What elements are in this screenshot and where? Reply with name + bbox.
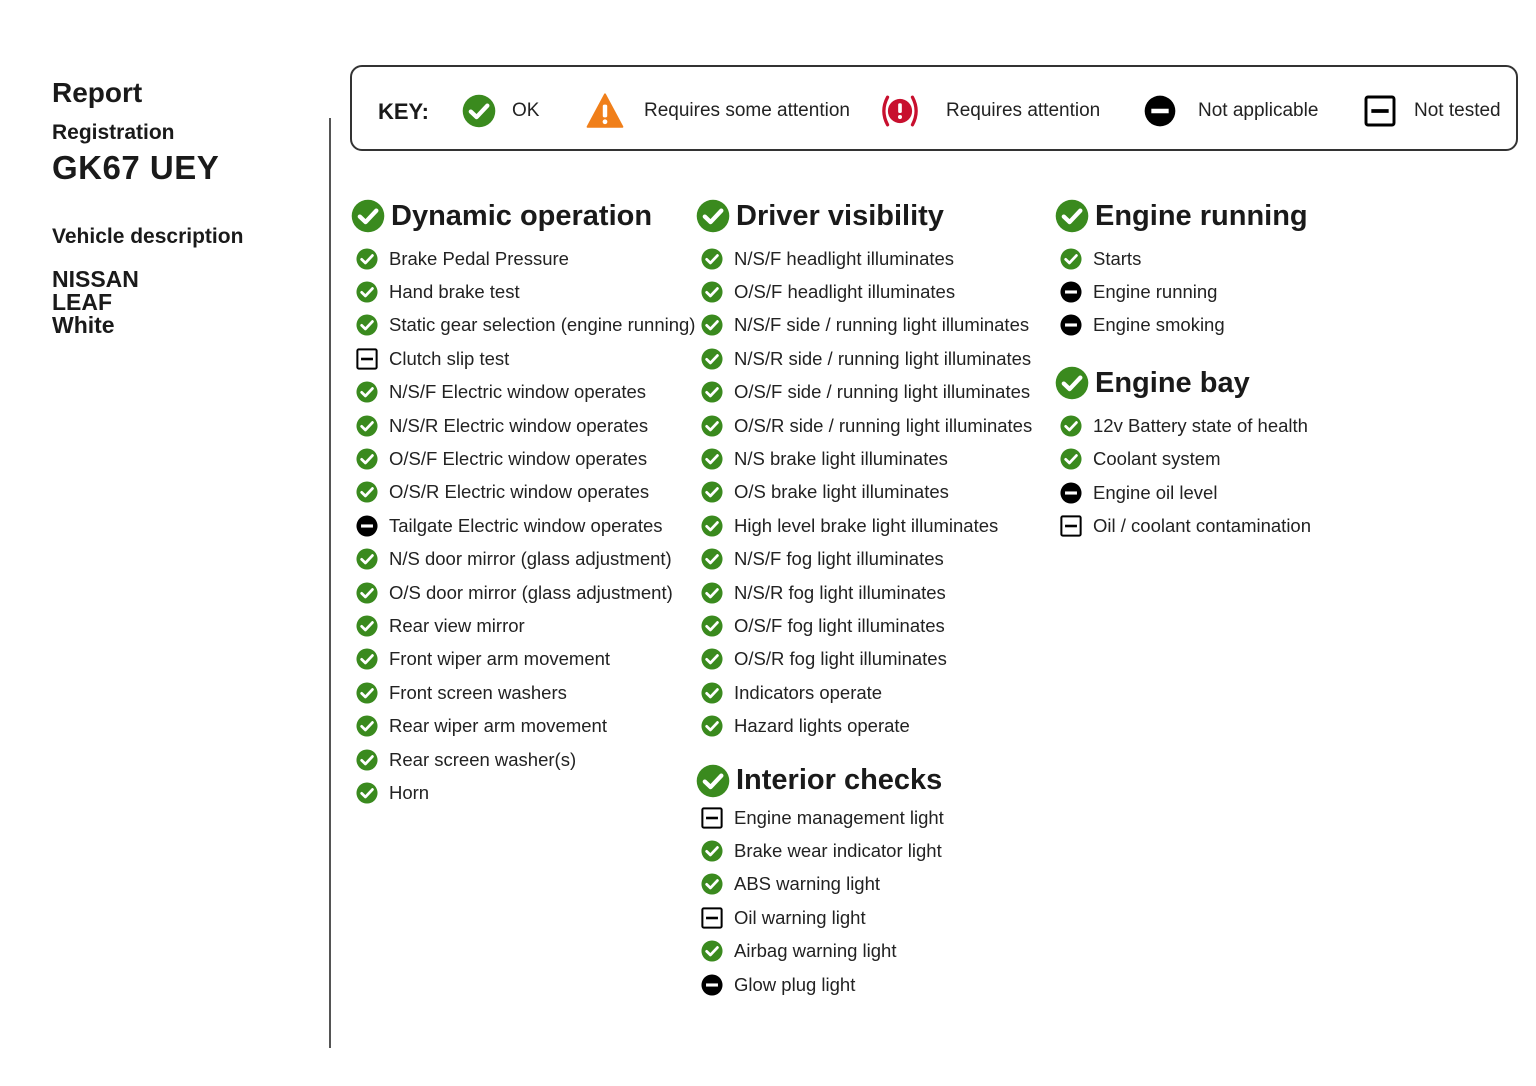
check-circle-icon xyxy=(356,314,378,336)
check-item-label: Clutch slip test xyxy=(389,347,510,369)
key-item-not-tested xyxy=(1364,93,1501,129)
check-item-label: Engine management light xyxy=(734,806,944,828)
check-circle-icon xyxy=(701,615,723,637)
check-item xyxy=(696,309,1032,342)
check-circle-icon xyxy=(701,481,723,503)
check-circle-icon xyxy=(1060,248,1082,270)
check-item-label: O/S/F Electric window operates xyxy=(389,448,648,470)
minus-circle-icon xyxy=(1144,95,1176,127)
check-item-label: O/S/F side / running light illuminates xyxy=(734,381,1031,403)
check-item-label: Front wiper arm movement xyxy=(389,648,611,670)
check-item-label: Rear screen washer(s) xyxy=(389,748,577,770)
check-item xyxy=(351,242,695,275)
check-item-label: Rear wiper arm movement xyxy=(389,715,607,737)
check-circle-icon xyxy=(701,648,723,670)
section-title: Interior checks xyxy=(736,764,943,797)
section-driver-visibility xyxy=(696,196,1032,743)
check-circle-icon xyxy=(1060,448,1082,470)
check-item-label: N/S/R Electric window operates xyxy=(389,414,649,436)
check-item-label: Engine smoking xyxy=(1093,314,1225,336)
key-label: KEY: xyxy=(378,99,429,124)
check-item-label: N/S/R side / running light illuminates xyxy=(734,347,1032,369)
vehicle-description xyxy=(52,268,312,337)
key-item-label: Requires attention xyxy=(946,100,1101,121)
check-circle-icon xyxy=(356,749,378,771)
check-circle-icon xyxy=(701,682,723,704)
check-circle-icon xyxy=(701,281,723,303)
check-item xyxy=(696,676,1032,709)
check-item xyxy=(696,275,1032,308)
check-circle-icon xyxy=(462,94,496,128)
report-title: Report xyxy=(52,77,143,108)
check-item xyxy=(351,509,695,542)
minus-square-icon xyxy=(1364,95,1396,127)
check-circle-icon xyxy=(701,415,723,437)
check-item xyxy=(351,743,695,776)
check-item-label: Starts xyxy=(1093,247,1142,269)
check-list xyxy=(1055,242,1311,342)
check-item-label: Oil warning light xyxy=(734,906,866,928)
check-circle-icon xyxy=(701,840,723,862)
check-item-label: N/S brake light illuminates xyxy=(734,448,948,470)
check-circle-icon xyxy=(356,782,378,804)
section-title: Dynamic operation xyxy=(391,199,653,232)
check-circle-icon xyxy=(356,248,378,270)
check-item-label: O/S/F fog light illuminates xyxy=(734,614,945,636)
check-list xyxy=(696,801,1032,1001)
check-item xyxy=(696,543,1032,576)
check-item xyxy=(351,376,695,409)
check-item xyxy=(696,901,1032,934)
check-circle-icon xyxy=(1055,199,1089,233)
minus-circle-icon xyxy=(356,515,378,537)
check-item-label: N/S/F headlight illuminates xyxy=(734,247,955,269)
check-column-3 xyxy=(1055,196,1311,543)
minus-circle-icon xyxy=(1060,314,1082,336)
minus-square-icon xyxy=(356,348,378,370)
check-item xyxy=(351,776,695,809)
column-divider xyxy=(329,118,331,1048)
check-item-label: High level brake light illuminates xyxy=(734,514,999,536)
check-item-label: Brake Pedal Pressure xyxy=(389,247,569,269)
check-item xyxy=(351,275,695,308)
check-circle-icon xyxy=(356,481,378,503)
section-header xyxy=(351,196,695,236)
check-item-label: N/S door mirror (glass adjustment) xyxy=(389,548,672,570)
key-item-label: OK xyxy=(512,100,540,121)
check-item xyxy=(696,442,1032,475)
check-item-label: Brake wear indicator light xyxy=(734,839,942,861)
key-item-label: Not applicable xyxy=(1198,100,1319,121)
check-item-label: Coolant system xyxy=(1093,448,1221,470)
section-header xyxy=(1055,196,1311,236)
status-key xyxy=(350,65,1518,151)
check-item xyxy=(351,643,695,676)
section-engine-running xyxy=(1055,196,1311,342)
section-title: Engine running xyxy=(1095,199,1308,232)
check-circle-icon xyxy=(356,381,378,403)
check-item-label: Indicators operate xyxy=(734,681,883,703)
check-item xyxy=(1055,476,1311,509)
check-circle-icon xyxy=(701,940,723,962)
check-item-label: N/S/F Electric window operates xyxy=(389,381,647,403)
check-list xyxy=(351,242,695,810)
check-list xyxy=(1055,409,1311,543)
vehicle-model: LEAF xyxy=(52,289,113,315)
key-item-some-attention xyxy=(586,93,850,129)
vehicle-colour: White xyxy=(52,312,115,338)
check-item xyxy=(696,609,1032,642)
check-item xyxy=(1055,242,1311,275)
check-item xyxy=(351,476,695,509)
check-item-label: O/S/R side / running light illuminates xyxy=(734,414,1033,436)
check-circle-icon xyxy=(356,415,378,437)
check-item xyxy=(1055,443,1311,476)
check-item xyxy=(696,242,1032,275)
check-circle-icon xyxy=(701,248,723,270)
check-circle-icon xyxy=(701,582,723,604)
check-item-label: Oil / coolant contamination xyxy=(1093,515,1312,537)
minus-square-icon xyxy=(701,807,723,829)
check-item xyxy=(696,934,1032,967)
check-item-label: Airbag warning light xyxy=(734,940,897,962)
check-circle-icon xyxy=(701,348,723,370)
check-item xyxy=(351,609,695,642)
check-circle-icon xyxy=(356,615,378,637)
check-circle-icon xyxy=(356,548,378,570)
vehicle-info-panel xyxy=(52,74,312,337)
registration-value: GK67 UEY xyxy=(52,149,220,186)
check-item xyxy=(696,968,1032,1001)
check-circle-icon xyxy=(696,764,730,798)
check-item xyxy=(1055,509,1311,542)
vehicle-make: NISSAN xyxy=(52,266,139,292)
section-title: Driver visibility xyxy=(736,199,944,232)
check-item xyxy=(696,576,1032,609)
key-item-label: Requires some attention xyxy=(644,100,850,121)
check-item xyxy=(696,709,1032,742)
minus-circle-icon xyxy=(1060,482,1082,504)
check-circle-icon xyxy=(356,715,378,737)
minus-square-icon xyxy=(1060,515,1082,537)
check-list xyxy=(696,242,1032,743)
section-header xyxy=(1055,363,1311,403)
check-circle-icon xyxy=(351,199,385,233)
check-column-1 xyxy=(351,196,695,810)
check-item-label: N/S/R fog light illuminates xyxy=(734,581,946,603)
section-engine-bay xyxy=(1055,363,1311,543)
warning-triangle-icon xyxy=(586,92,624,130)
check-item xyxy=(696,643,1032,676)
section-dynamic-operation xyxy=(351,196,695,810)
check-item-label: Engine running xyxy=(1093,281,1218,303)
check-circle-icon xyxy=(701,715,723,737)
check-circle-icon xyxy=(701,515,723,537)
check-item-label: O/S brake light illuminates xyxy=(734,481,949,503)
check-item xyxy=(351,309,695,342)
check-item xyxy=(696,801,1032,834)
registration-label: Registration xyxy=(52,121,175,144)
check-item-label: Tailgate Electric window operates xyxy=(389,514,663,536)
check-circle-icon xyxy=(701,448,723,470)
check-item xyxy=(351,676,695,709)
minus-square-icon xyxy=(701,907,723,929)
check-item-label: O/S/R fog light illuminates xyxy=(734,648,947,670)
check-circle-icon xyxy=(356,281,378,303)
section-header xyxy=(696,196,1032,236)
check-item xyxy=(696,409,1032,442)
check-item xyxy=(696,342,1032,375)
check-item xyxy=(696,868,1032,901)
check-item xyxy=(351,442,695,475)
check-item xyxy=(1055,409,1311,442)
check-item-label: Engine oil level xyxy=(1093,481,1218,503)
check-item xyxy=(351,342,695,375)
section-header xyxy=(696,761,1032,801)
check-item-label: N/S/F side / running light illuminates xyxy=(734,314,1030,336)
check-item xyxy=(351,543,695,576)
check-item-label: Hand brake test xyxy=(389,281,520,303)
key-item-ok xyxy=(462,93,539,129)
check-circle-icon xyxy=(701,548,723,570)
check-item xyxy=(1055,275,1311,308)
check-item-label: Glow plug light xyxy=(734,973,856,995)
check-item-label: Hazard lights operate xyxy=(734,715,910,737)
check-circle-icon xyxy=(356,682,378,704)
key-item-not-applicable xyxy=(1144,93,1318,129)
check-item xyxy=(351,576,695,609)
check-item-label: Rear view mirror xyxy=(389,614,525,636)
check-item-label: Front screen washers xyxy=(389,681,567,703)
check-item xyxy=(351,409,695,442)
vehicle-description-label: Vehicle description xyxy=(52,225,244,248)
check-circle-icon xyxy=(701,873,723,895)
minus-circle-icon xyxy=(701,974,723,996)
check-circle-icon xyxy=(701,314,723,336)
check-circle-icon xyxy=(1060,415,1082,437)
check-item-label: O/S/R Electric window operates xyxy=(389,481,650,503)
check-circle-icon xyxy=(356,582,378,604)
check-item-label: O/S door mirror (glass adjustment) xyxy=(389,581,673,603)
check-column-2 xyxy=(696,196,1032,1001)
check-item-label: ABS warning light xyxy=(734,873,881,895)
exclamation-circle-icon xyxy=(878,89,922,133)
check-circle-icon xyxy=(356,448,378,470)
check-item xyxy=(351,709,695,742)
check-circle-icon xyxy=(1055,366,1089,400)
key-item-attention xyxy=(878,93,1100,129)
check-circle-icon xyxy=(701,381,723,403)
section-title: Engine bay xyxy=(1095,366,1250,399)
minus-circle-icon xyxy=(1060,281,1082,303)
check-item-label: Static gear selection (engine running) xyxy=(389,314,696,336)
check-item-label: N/S/F fog light illuminates xyxy=(734,548,944,570)
check-item xyxy=(696,376,1032,409)
check-item xyxy=(696,509,1032,542)
check-item xyxy=(1055,309,1311,342)
check-item xyxy=(696,476,1032,509)
check-item-label: O/S/F headlight illuminates xyxy=(734,281,956,303)
check-circle-icon xyxy=(696,199,730,233)
check-item-label: 12v Battery state of health xyxy=(1093,414,1308,436)
section-interior-checks xyxy=(696,761,1032,1001)
check-circle-icon xyxy=(356,648,378,670)
check-item xyxy=(696,834,1032,867)
check-item-label: Horn xyxy=(389,781,430,803)
key-item-label: Not tested xyxy=(1414,100,1501,121)
